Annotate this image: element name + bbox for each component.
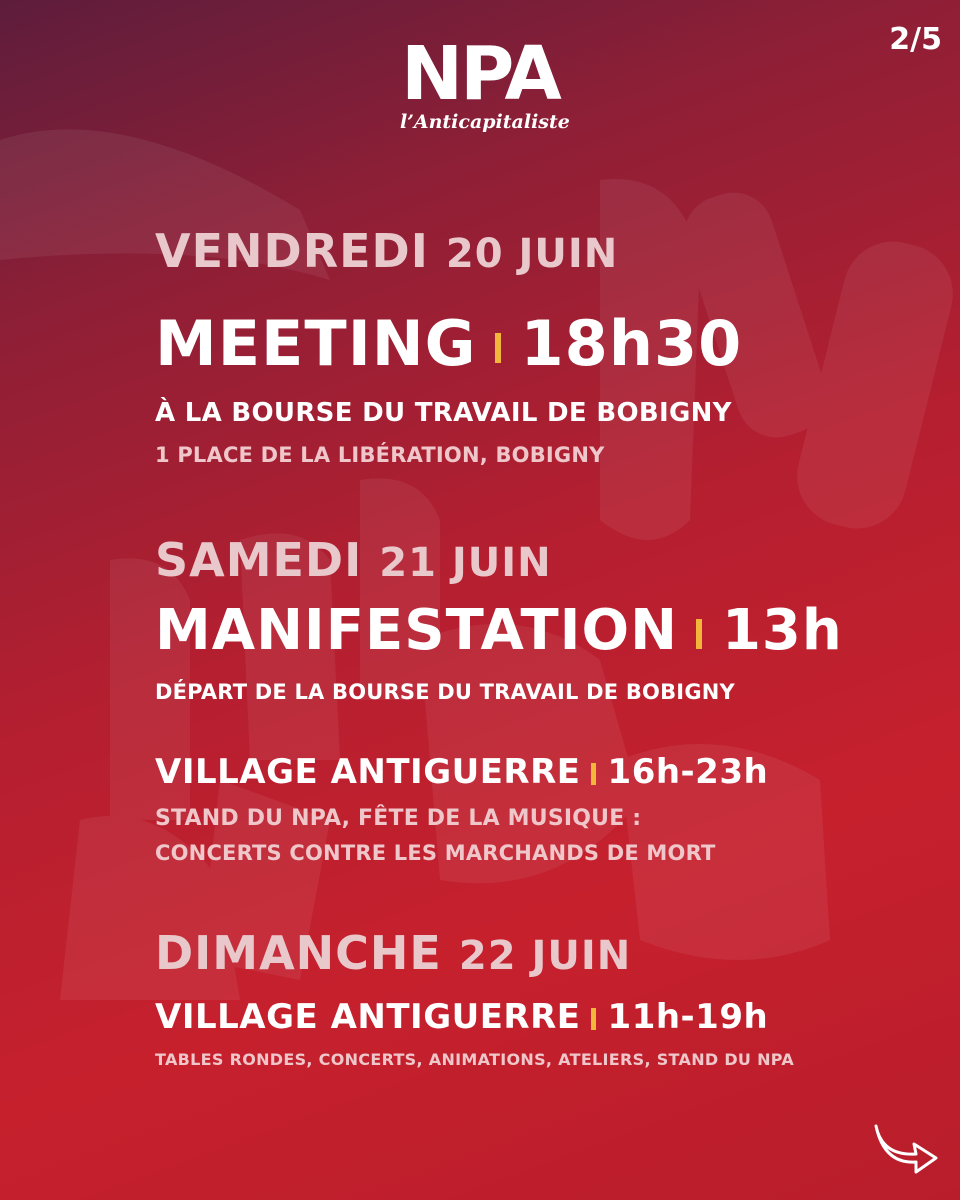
saturday-date: 21 JUIN	[379, 540, 552, 586]
saturday-village-line2: CONCERTS CONTRE LES MARCHANDS DE MORT	[155, 841, 716, 865]
friday-date: 20 JUIN	[445, 231, 619, 277]
sunday-day-label: DIMANCHE	[155, 926, 442, 980]
sunday-village-title: VILLAGE ANTIGUERRE	[155, 997, 581, 1037]
sunday-day-heading	[155, 926, 632, 980]
saturday-village-title: VILLAGE ANTIGUERRE	[155, 752, 581, 792]
friday-day-label: VENDREDI	[155, 224, 429, 278]
separator-bar	[591, 1008, 596, 1030]
saturday-detail: DÉPART DE LA BOURSE DU TRAVAIL DE BOBIGNY	[155, 680, 735, 704]
separator-bar	[696, 619, 702, 649]
friday-event-time: 18h30	[520, 307, 743, 380]
saturday-village-line1: STAND DU NPA, FÊTE DE LA MUSIQUE :	[155, 806, 642, 831]
saturday-day-heading	[155, 533, 552, 587]
npa-logo	[400, 31, 570, 133]
sunday-date: 22 JUIN	[458, 933, 632, 979]
logo-tagline: l’Anticapitaliste	[400, 111, 570, 133]
saturday-village-time: 16h-23h	[607, 752, 769, 792]
separator-bar	[495, 333, 501, 363]
sunday-village-time: 11h-19h	[607, 997, 769, 1037]
friday-event-line	[155, 307, 743, 380]
friday-address: 1 PLACE DE LA LIBÉRATION, BOBIGNY	[155, 443, 605, 467]
logo-wordmark: NPA	[401, 31, 559, 117]
saturday-event-title: MANIFESTATION	[155, 598, 678, 663]
saturday-day-label: SAMEDI	[155, 533, 363, 587]
saturday-village-line	[155, 752, 769, 792]
sunday-village-detail: TABLES RONDES, CONCERTS, ANIMATIONS, ATELIERS, STAND DU NPA	[155, 1050, 795, 1069]
friday-event-title: MEETING	[155, 307, 477, 380]
saturday-event-line	[155, 598, 843, 663]
curved-arrow-right-icon[interactable]	[872, 1122, 940, 1174]
friday-venue: À LA BOURSE DU TRAVAIL DE BOBIGNY	[155, 398, 732, 428]
separator-bar	[591, 763, 596, 785]
saturday-event-time: 13h	[721, 598, 843, 663]
sunday-village-line	[155, 997, 769, 1037]
page-indicator: 2/5	[889, 22, 942, 57]
friday-day-heading	[155, 224, 619, 278]
